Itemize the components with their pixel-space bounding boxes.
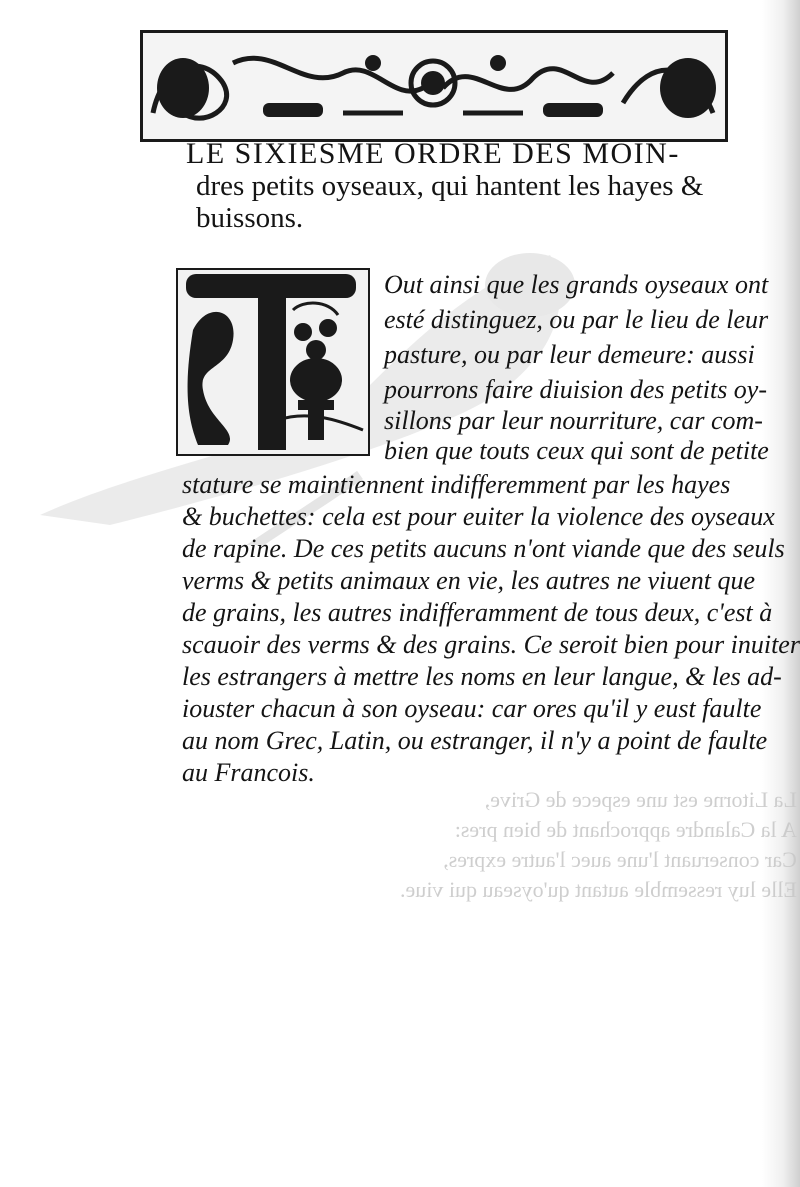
chapter-subheading-line: dres petits oyseaux, qui hantent les hayes &: [196, 170, 704, 202]
body-line: verms & petits animaux en vie, les autres ne viuent que: [182, 566, 756, 595]
decorated-initial-T-icon: [178, 270, 368, 454]
body-line: stature se maintiennent indifferemment par les hayes: [182, 470, 731, 499]
body-line: au Francois.: [182, 758, 315, 787]
chapter-subheading-line: buissons.: [196, 202, 304, 234]
body-line: pasture, ou par leur demeure: aussi: [384, 340, 755, 369]
chapter-heading: LE SIXIESME ORDRE DES MOIN-: [186, 137, 680, 170]
body-line: bien que touts ceux qui sont de petite: [384, 436, 769, 465]
decorated-initial-T: [176, 268, 370, 456]
body-line: au nom Grec, Latin, ou estranger, il n'y a point de faulte: [182, 726, 768, 755]
body-line: Out ainsi que les grands oyseaux ont: [384, 270, 769, 299]
body-line: de grains, les autres indifferamment de tous deux, c'est à: [182, 598, 773, 627]
body-line: les estrangers à mettre les noms en leur langue, & les ad-: [182, 662, 782, 691]
body-line: scauoir des verms & des grains. Ce seroit bien pour inuiter: [182, 630, 800, 659]
body-line: & buchettes: cela est pour euiter la violence des oyseaux: [182, 502, 775, 531]
ornamental-banner-icon: [143, 33, 725, 139]
body-line: sillons par leur nourriture, car com-: [384, 406, 763, 435]
body-line: esté distinguez, ou par le lieu de leur: [384, 305, 769, 334]
ornamental-banner: [140, 30, 728, 142]
page-edge-shadow: [762, 0, 800, 1187]
body-line: iouster chacun à son oyseau: car ores qu'il y eust faulte: [182, 694, 762, 723]
body-line: de rapine. De ces petits aucuns n'ont viande que des seuls: [182, 534, 785, 563]
body-line: pourrons faire diuision des petits oy-: [384, 375, 768, 404]
bleed-through-text: La Litorne est une espece de Grive, A la Calandre approchant de bien pres: Car conseruant l'une auec l'autre expres, Elle luy ressemble autant qu'oyseau qui viue.: [400, 787, 797, 902]
